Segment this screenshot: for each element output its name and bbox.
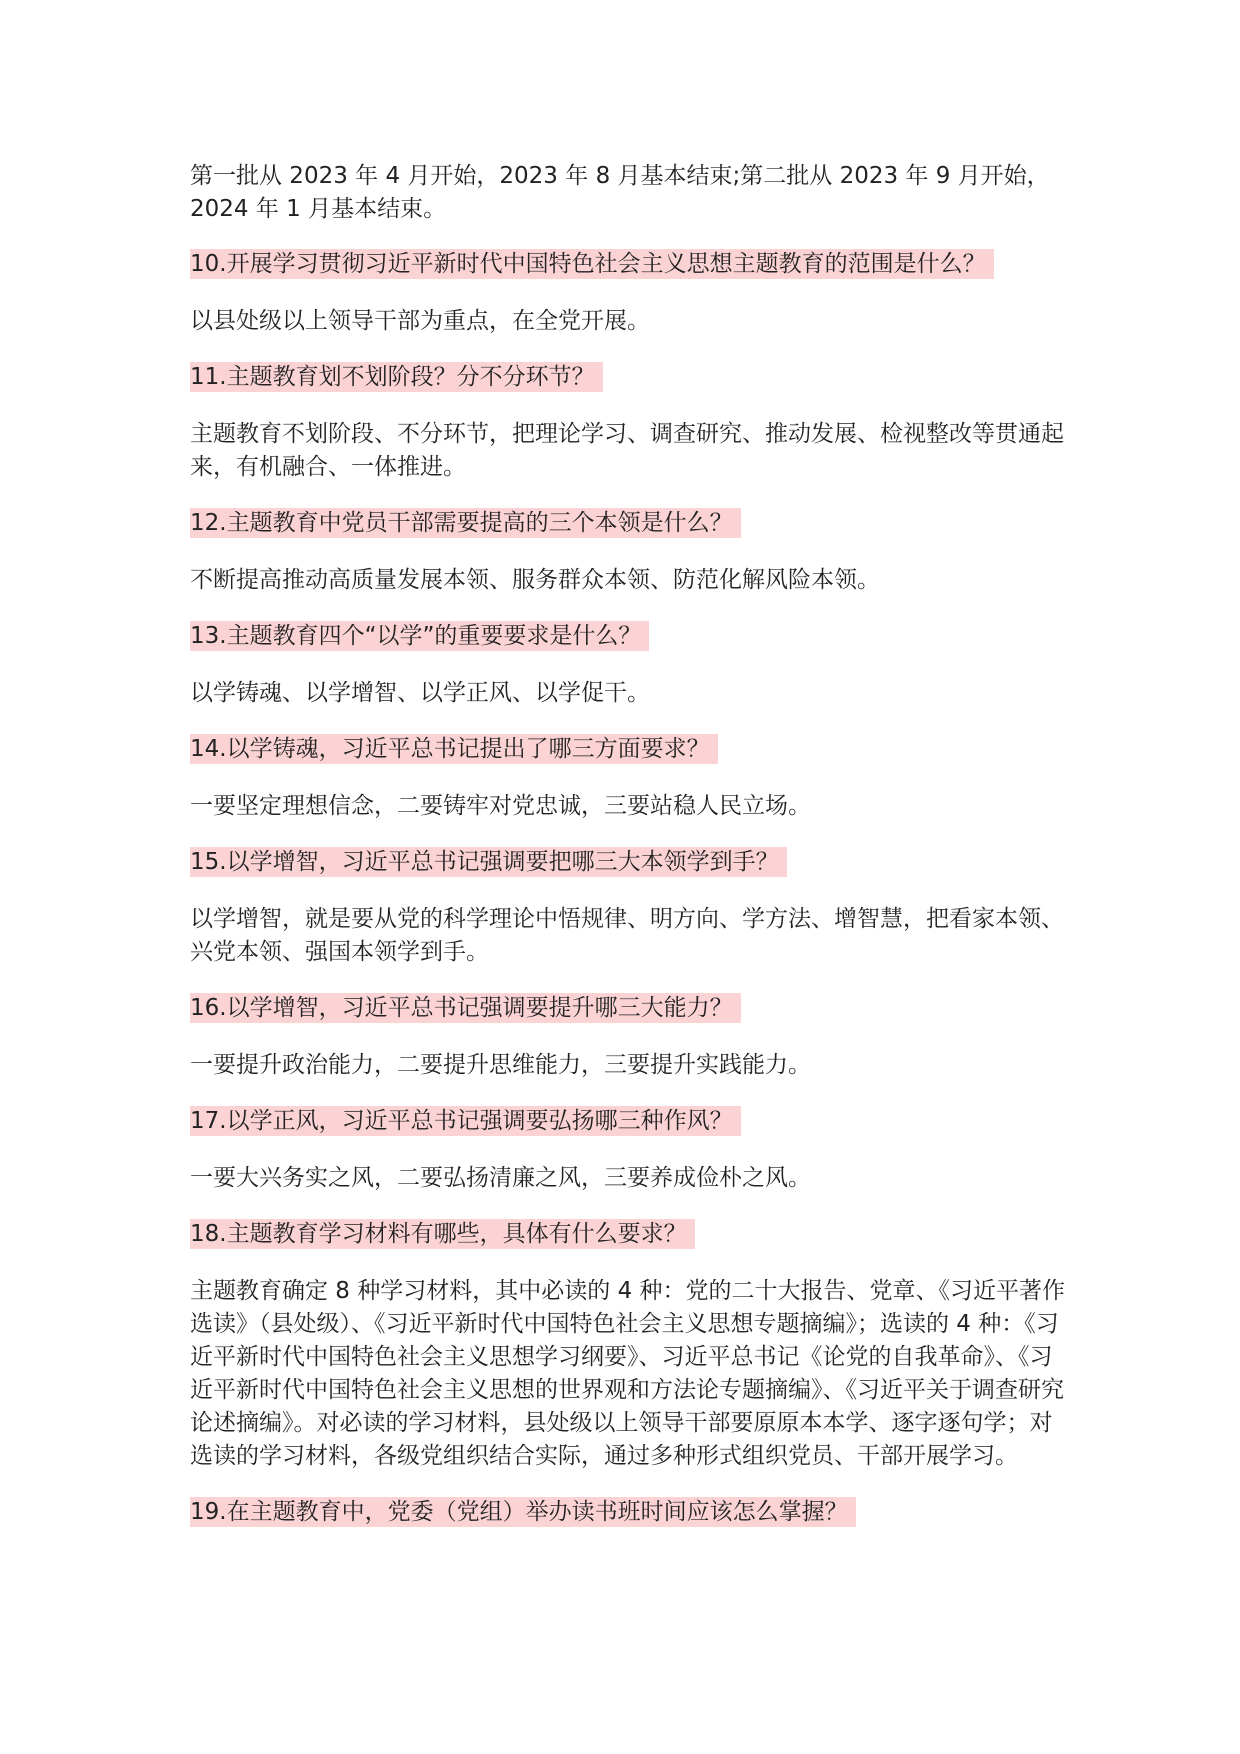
- question-19: [190, 1496, 1070, 1529]
- answer-10: 以县处级以上领导干部为重点，在全党开展。: [190, 308, 650, 334]
- question-text: 11.主题教育划不划阶段？分不分环节？: [190, 362, 603, 392]
- question-17: [190, 1105, 1070, 1138]
- answer-13: 以学铸魂、以学增智、以学正风、以学促干。: [190, 680, 650, 706]
- question-text: 12.主题教育中党员干部需要提高的三个本领是什么？: [190, 508, 741, 538]
- intro-paragraph: 第一批从 2023 年 4 月开始，2023 年 8 月基本结束;第二批从 2023 年 9 月开始，2024 年 1 月基本结束。: [190, 163, 1050, 222]
- answer-16: 一要提升政治能力，二要提升思维能力，三要提升实践能力。: [190, 1052, 811, 1078]
- answer-18: 主题教育确定 8 种学习材料，其中必读的 4 种：党的二十大报告、党章、《习近平著作选读》（县处级）、《习近平新时代中国特色社会主义思想专题摘编》；选读的 4 种：《习近平新时代中国特色社会主义思想学习纲要》、习近平总书记《论党的自我革命》、《习近平新时代中国特色社会主义思想的世界观和方法论专题摘编》、《习近平关于调查研究论述摘编》。对必读的学习材料，县处级以上领导干部要原原本本学、逐字逐句学；对选读的学习材料，各级党组织结合实际，通过多种形式组织党员、干部开展学习。: [190, 1278, 1066, 1469]
- question-11: [190, 361, 1070, 394]
- question-text: 14.以学铸魂，习近平总书记提出了哪三方面要求？: [190, 734, 718, 764]
- answer-17: 一要大兴务实之风，二要弘扬清廉之风，三要养成俭朴之风。: [190, 1165, 811, 1191]
- question-text: 17.以学正风，习近平总书记强调要弘扬哪三种作风？: [190, 1106, 741, 1136]
- question-10: [190, 248, 1070, 281]
- question-15: [190, 846, 1070, 879]
- answer-11: 主题教育不划阶段、不分环节，把理论学习、调查研究、推动发展、检视整改等贯通起来，有机融合、一体推进。: [190, 421, 1064, 480]
- question-text: 10.开展学习贯彻习近平新时代中国特色社会主义思想主题教育的范围是什么？: [190, 249, 994, 279]
- question-text: 19.在主题教育中，党委（党组）举办读书班时间应该怎么掌握？: [190, 1497, 856, 1527]
- question-12: [190, 507, 1070, 540]
- answer-14: 一要坚定理想信念，二要铸牢对党忠诚，三要站稳人民立场。: [190, 793, 811, 819]
- question-text: 13.主题教育四个“以学”的重要要求是什么？: [190, 621, 649, 651]
- question-16: [190, 992, 1070, 1025]
- question-text: 18.主题教育学习材料有哪些，具体有什么要求？: [190, 1219, 695, 1249]
- answer-12: 不断提高推动高质量发展本领、服务群众本领、防范化解风险本领。: [190, 567, 880, 593]
- document-page: [190, 160, 1070, 1553]
- question-text: 16.以学增智，习近平总书记强调要提升哪三大能力？: [190, 993, 741, 1023]
- question-18: [190, 1218, 1070, 1251]
- answer-15: 以学增智，就是要从党的科学理论中悟规律、明方向、学方法、增智慧，把看家本领、兴党本领、强国本领学到手。: [190, 906, 1064, 965]
- question-13: [190, 620, 1070, 653]
- question-text: 15.以学增智，习近平总书记强调要把哪三大本领学到手？: [190, 847, 787, 877]
- question-14: [190, 733, 1070, 766]
